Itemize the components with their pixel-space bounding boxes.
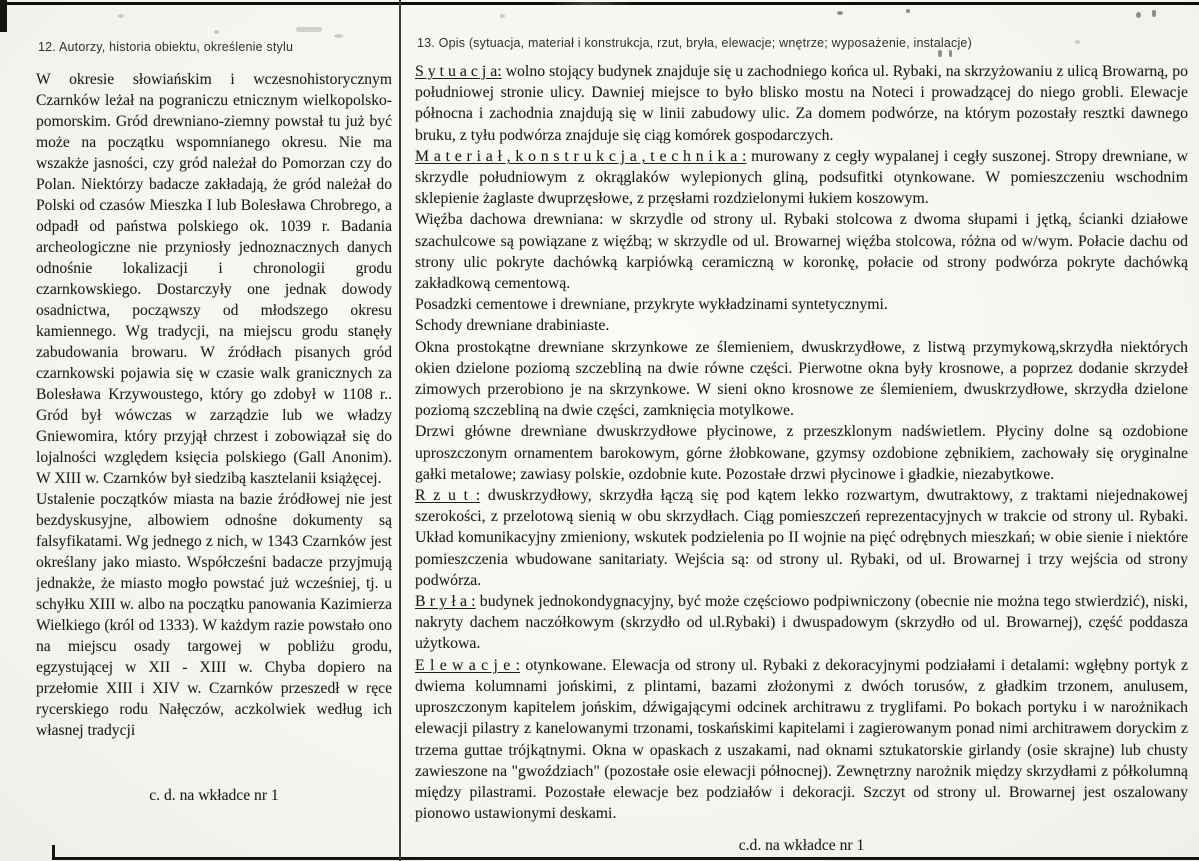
scan-edge-top-line (0, 2, 1199, 5)
left-column-body (36, 69, 392, 785)
scan-noise-speck (906, 9, 910, 13)
section-elewacje (415, 655, 1188, 825)
section-text: budynek jednokondygnacyjny, być może częściowo podpiwniczony (obecnie nie można tego stwierdzić), niski, nakryty dachem naczółkowym (skrzydło od ul.Rybaki) i dwuspadowym (skrzydło od ul. Browarnej), część poddasza użytkowa. (415, 593, 1188, 653)
scan-noise-speck (1152, 10, 1156, 17)
scan-noise-speck (500, 14, 505, 18)
section-text: Więźba dachowa drewniana: w skrzydle od strony ul. Rybaki stolcowa z dwoma słupami i jętką, ścianki działowe szachulcowe są powiązane z więźbą; w skrzydle od ul. Browarnej więźba stolcowa, różna od w/wym. Połacie dachu od strony ulic pokryte dachówką karpiówką ceramiczną w koronkę, połacie od strony podwórza pokryte dachówką zakładkową cementową. (415, 211, 1188, 293)
left-column (36, 40, 392, 805)
scan-noise-speck (296, 27, 322, 32)
section-okna (415, 337, 1188, 422)
scan-noise-speck (1136, 12, 1141, 18)
section-schody (415, 315, 1188, 336)
section-text: otynkowane. Elewacja od strony ul. Rybaki z dekoracyjnymi podziałami i detalami: wgłębny portyk z dwiema kolumnami jońskimi, z plintami, bazami złożonymi z dwóch torusów, z gładkim trzonem, anulusem, uproszczonym kapitelem jońskim, dźwigającymi odcinek architrawu z tryglifami. Po bokach portyku i w narożnikach elewacji pilastry z kanelowanymi trzonami, toskańskimi kapitelami i zagierowanym ponad nimi architrawem doryckim z trzema guttae trójkątnymi. Okna w opaskach z uszakami, nad oknami sztukatorskie girlandy (osie skrajne) lub chusty zawieszone na "gwoździach" (pozostałe osie elewacji północnej). Zewnętrzny narożnik między skrzydłami z półkolumną między pilastrami. Pozostałe elewacje bez podziałów i dekoracji. Szczyt od strony ul. Browarnej jest oszalowany pionowo ustawionymi deskami. (415, 656, 1188, 823)
section-text: Drzwi główne drewniane dwuskrzydłowe płycinowe, z przeszklonym nadświetlem. Płyciny dolne są ozdobione uproszczonym ornamentem barokowym, górne żłobkowane, gzymsy ozdobione zębnikiem, zachowały się oryginalne gałki metalowe; zawiasy polskie, ozdobnie kute. Pozostałe drzwi płycinowe i gładkie, niezabytkowe. (415, 423, 1188, 483)
section-drzwi (415, 421, 1188, 485)
right-column-body (415, 61, 1188, 835)
section-label: E l e w a c j e : (415, 656, 520, 674)
section-label: S y t u a c j a: (415, 63, 502, 80)
section-text: murowany z cegły wypalanej i cegły suszonej. Stropy drewniane, w skrzydle południowym z okrąglaków wylepionych gliną, podsufitki otynkowane. W pomieszczeniu wschodnim sklepienie żaglaste dwuprzęsłowe, z przęsłami rozdzielonymi łukiem koszowym. (415, 147, 1188, 208)
section-text: Posadzki cementowe i drewniane, przykryte wykładzinami syntetycznymi. (415, 296, 888, 314)
left-continuation-note: c. d. na wkładce nr 1 (149, 787, 279, 804)
section-text: dwuskrzydłowy, skrzydła łączą się pod kątem lekko rozwartym, dwutraktowy, z traktami niejednakowej szerokości, z przelotową sienią w obu skrzydłach. Ciąg pomieszczeń reprezentacyjnych w trakcie od strony ul. Rybaki. Układ komunikacyjny zmieniony, wskutek podzielenia po II wojnie na pięć odrębnych mieszkań; w obie sienie i niektóre pomieszczenia wbudowane sanitariaty. Wejścia są: od strony ul. Rybaki, od ul. Browarnej i trzy wejścia od strony podwórza. (415, 487, 1188, 589)
section-rzut (415, 485, 1188, 591)
scan-noise-speck (118, 14, 124, 18)
section-label: B r y ł a : (415, 593, 476, 611)
section-bryla (415, 591, 1188, 655)
section-wiezba (415, 209, 1188, 294)
right-column (415, 36, 1188, 855)
section-text: Schody drewniane drabiniaste. (415, 317, 610, 335)
section-text: Okna prostokątne drewniane skrzynkowe ze ślemieniem, dwuskrzydłowe, z listwą przymykową,skrzydła niektórych okien dzielone poziomą szczebliną na dwie równe części. Pierwotne okna były krosnowe, a poprzez dodanie skrzydeł zimowych przerobiono je na skrzynkowe. W sieni okno krosnowe ze ślemieniem, dwuskrzydłowe, skrzydła dzielone poziomą szczebliną na dwie części, zamknięcia motylkowe. (415, 338, 1188, 420)
scan-noise-speck (837, 11, 843, 15)
section-material-konstrukcja (415, 146, 1188, 210)
right-column-heading: 13. Opis (sytuacja, materiał i konstrukcja, rzut, bryła, elewacje; wnętrze; wyposażenie, instalacje) (417, 36, 972, 50)
scan-bottom-tick (52, 845, 55, 860)
left-column-heading: 12. Autorzy, historia obiektu, określenie stylu (38, 40, 294, 54)
section-sytuacja (415, 61, 1188, 146)
column-divider-line (399, 0, 401, 861)
section-label: M a t e r i a ł , k o n s t r u k c j a , t e c h n i k a : (415, 147, 747, 165)
history-paragraph-1: W okresie słowiańskim i wczesnohistorycznym Czarnków leżał na pograniczu etnicznym wielkopolsko-pomorskim. Gród drewniano-ziemny powstał tu już być może na początku wspomnianego okresu. Nie ma wszakże jasności, czy gród należał do Pomorzan czy do Polan. Niektórzy badacze zakładają, że gród należał do Polski od czasów Mieszka I lub Bolesława Chrobrego, a odpadł od państwa polskiego ok. 1039 r. Badania archeologiczne nie przyniosły jednoznacznych danych odnośnie lokalizacji i chronologii grodu czarnkowskiego. Dostarczyły one jednak dowody osadnictwa, począwszy od młodszego okresu kamiennego. Wg tradycji, na miejscu grodu stanęły zabudowania browaru. W źródłach pisanych gród czarnkowski pojawia się w czasie walk granicznych za Bolesława Krzywoustego, który go zdobył w 1108 r.. Gród był wówczas w zarządzie lub we władzy Gniewomira, który przyjął chrzest i zobowiązał się do lojalności względem księcia polskiego (Gall Anonim). W XIII w. Czarnków był siedzibą kasztelanii książęcej. (36, 71, 392, 487)
scan-noise-speck (214, 30, 219, 34)
scan-noise-speck (334, 34, 343, 38)
right-continuation-note: c.d. na wkładce nr 1 (738, 837, 865, 854)
section-text: wolno stojący budynek znajduje się u zachodniego końca ul. Rybaki, na skrzyżowaniu z ulicą Browarną, po południowej stronie ulicy. Dawniej miejsce to było blisko mostu na Noteci i prowadzącej do niego grobli. Elewacje północna i zachodnia znajdują się w linii zabudowy ulic. Za domem podwórze, na którym pozostały resztki dawnego bruku, z tyłu podwórza znajduje się ciąg komórek gospodarczych. (415, 63, 1188, 144)
section-label: R z u t : (415, 487, 481, 505)
section-posadzki (415, 294, 1188, 315)
history-paragraph-2: Ustalenie początków miasta na bazie źródłowej nie jest bezdyskusyjne, albowiem odnośne dokumenty są falsyfikatami. Wg jednego z nich, w 1343 Czarnków jest określany jako miasto. Współcześni badacze przyjmują jednakże, że miasto mogło powstać już wcześniej, tj. u schyłku XIII w. albo na początku panowania Kazimierza Wielkiego (król od 1333). W każdym razie powstało ono na miejscu osady targowej w pobliżu grodu, egzystującej w XII - XIII w. Chyba dopiero na przełomie XIII i XIV w. Czarnków przeszedł w ręce rycerskiego rodu Nałęczów, aczkolwiek według ich własnej tradycji (36, 491, 392, 739)
scan-corner-mark (0, 0, 7, 32)
scan-edge-bottom-line (52, 857, 1199, 860)
